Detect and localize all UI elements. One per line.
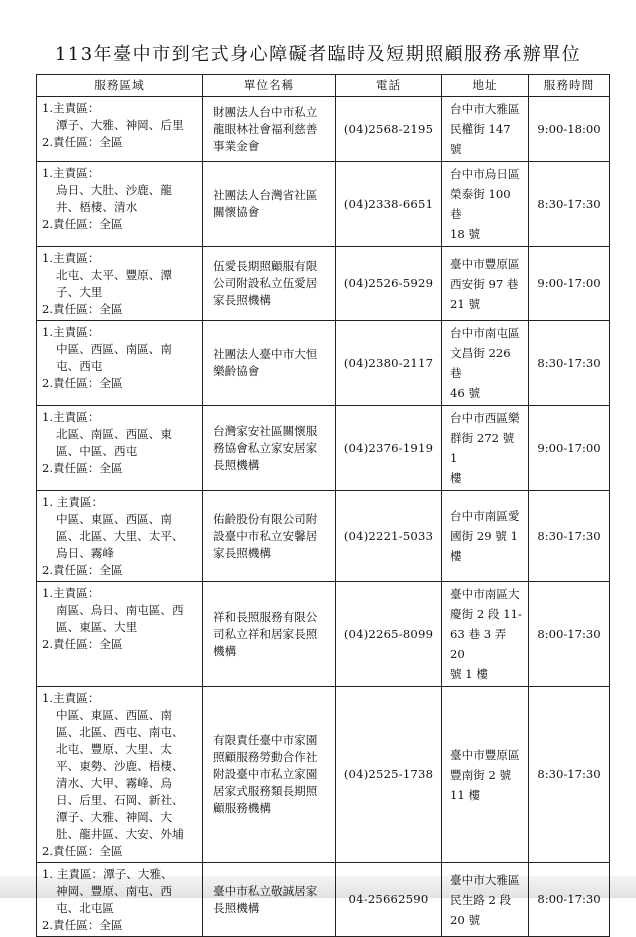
secondary-area-label: 2.責任區：全區 [42,637,123,651]
address-line: 民生路 2 段 [450,892,512,907]
organization-name-line: 社團法人台灣省社區 [213,188,318,202]
phone-cell: (04)2526-5929 [336,247,442,321]
primary-area-districts: 區、中區、西屯 [56,444,138,458]
organization-name-cell [203,97,336,162]
primary-area-districts: 烏日、大肚、沙鹿、龍 [56,183,172,197]
phone-cell: (04)2380-2117 [336,321,442,406]
table-header-row [37,75,610,97]
primary-area-districts: 中區、西區、南區、南 [56,342,172,356]
primary-area-label: 1.主責區： [42,101,100,115]
service-provider-table [36,74,610,937]
table-row [37,491,610,582]
address-line: 21 號 [450,296,481,311]
primary-area-districts: 烏日、霧峰 [56,546,114,560]
organization-name-line: 臺中市私立敬誠居家 [213,883,318,898]
address-line: 號 1 樓 [450,667,488,681]
primary-area-districts: 北屯、太平、豐原、潭 [56,268,172,282]
primary-area-label: 1.主責區： [42,691,100,705]
address-line: 11 樓 [450,787,481,802]
primary-area-districts: 中區、東區、西區、南 [56,708,172,722]
organization-name-line: 機構 [213,643,237,658]
address-line: 台中市烏日區 [450,167,520,181]
primary-area-label: 1. 主責區： [42,495,104,509]
address-cell [442,406,529,491]
organization-name-line: 居家式服務類長期照 [213,784,318,798]
primary-area-districts: 南區、烏日、南屯區、西 [56,603,184,617]
service-hours-cell: 8:30-17:30 [529,321,610,406]
secondary-area-label: 2.責任區：全區 [42,461,123,475]
phone-cell: (04)2338-6651 [336,162,442,247]
primary-area-label: 1.主責區： [42,325,100,339]
organization-name-line: 照顧服務勞動合作社 [213,750,318,764]
organization-name-line: 附設臺中市私立家園 [213,767,318,781]
address-line: 西安街 97 巷 [450,276,519,291]
address-cell [442,97,529,162]
address-line: 樓 [450,549,462,563]
phone-cell: (04)2265-8099 [336,582,442,687]
organization-name-cell [203,321,336,406]
phone-cell: (04)2568-2195 [336,97,442,162]
primary-area-districts: 日、后里、石岡、新社、 [56,793,184,807]
address-line: 18 號 [450,227,481,241]
address-cell [442,491,529,582]
primary-area-districts: 肚、龍井區、大安、外埔 [56,827,184,841]
address-line: 臺中市豐原區 [450,747,520,762]
organization-name-cell [203,162,336,247]
service-area-cell [37,491,203,582]
organization-name-cell [203,582,336,687]
address-cell [442,582,529,687]
address-cell [442,687,529,863]
primary-area-districts: 區、北區、大里、太平、 [56,529,184,543]
organization-name-line: 家長照機構 [213,293,271,307]
service-area-cell [37,162,203,247]
organization-name-line: 財團法人台中市私立 [213,104,318,119]
secondary-area-label: 2.責任區：全區 [42,135,123,149]
service-area-cell [37,863,203,937]
service-area-cell [37,582,203,687]
service-hours-cell: 8:00-17:30 [529,582,610,687]
organization-name-cell [203,863,336,937]
address-line: 46 號 [450,386,481,400]
phone-cell: 04-25662590 [336,863,442,937]
secondary-area-label: 2.責任區：全區 [42,918,123,932]
phone-cell: (04)2376-1919 [336,406,442,491]
organization-name-cell [203,406,336,491]
secondary-area-label: 2.責任區：全區 [42,376,123,390]
address-line: 樓 [450,471,462,485]
address-line: 國街 29 號 1 [450,529,518,543]
organization-name-line: 司私立祥和居家長照 [213,626,318,641]
service-hours-cell: 9:00-17:00 [529,406,610,491]
primary-area-districts: 北屯、豐原、大里、太 [56,742,172,756]
service-area-cell [37,247,203,321]
secondary-area-label: 2.責任區：全區 [42,844,123,858]
primary-area-districts: 屯、北屯區 [56,901,114,915]
address-line: 豐南街 2 號 [450,767,512,782]
primary-area-label: 1.主責區： [42,410,100,424]
header-area: 服務區域 [37,75,203,97]
address-line: 文昌街 226 巷 [450,346,511,380]
primary-area-districts: 北區、南區、西區、東 [56,427,172,441]
header-org: 單位名稱 [203,75,336,97]
primary-area-districts: 神岡、豐原、南屯、西 [56,884,172,898]
primary-area-districts: 平、東勢、沙鹿、梧棲、 [56,759,184,773]
organization-name-line: 台灣家安社區關懷服 [213,423,318,438]
organization-name-line: 顧服務機構 [213,801,271,815]
service-hours-cell: 9:00-17:00 [529,247,610,321]
organization-name-cell [203,491,336,582]
organization-name-line: 社團法人臺中市大恒 [213,347,318,361]
service-hours-cell: 8:30-17:30 [529,687,610,863]
organization-name-line: 有限責任臺中市家園 [213,733,318,747]
address-cell [442,321,529,406]
secondary-area-label: 2.責任區：全區 [42,302,123,316]
table-row [37,863,610,937]
address-cell [442,247,529,321]
address-line: 榮泰街 100 巷 [450,187,511,221]
address-line: 台中市南區愛 [450,509,520,523]
table-row [37,687,610,863]
organization-name-line: 關懷協會 [213,205,260,219]
address-line: 臺中市大雅區 [450,872,520,887]
table-row [37,406,610,491]
primary-area-districts: 潭子、大雅、神岡、后里 [56,118,184,132]
service-area-cell [37,321,203,406]
primary-area-districts: 清水、大甲、霧峰、烏 [56,776,172,790]
service-hours-cell: 9:00-18:00 [529,97,610,162]
service-area-cell [37,97,203,162]
primary-area-label: 1.主責區： [42,586,100,600]
organization-name-cell [203,247,336,321]
address-line: 台中市大雅區 [450,102,520,116]
table-row [37,582,610,687]
organization-name-line: 祥和長照服務有限公 [213,609,318,624]
primary-area-districts: 屯、西屯 [56,359,103,373]
organization-name-cell [203,687,336,863]
organization-name-line: 伍愛長期照顧服有限 [213,259,318,273]
header-phone: 電話 [336,75,442,97]
service-hours-cell: 8:00-17:30 [529,863,610,937]
primary-area-districts: 潭子、大雅、神岡、大 [56,810,172,824]
primary-area-label: 1.主責區： [42,251,100,265]
address-cell [442,162,529,247]
address-line: 臺中市南區大 [450,587,520,601]
service-hours-cell: 8:30-17:30 [529,162,610,247]
secondary-area-label: 2.責任區：全區 [42,563,123,577]
organization-name-line: 公司附設私立伍愛居 [213,276,318,290]
table-row [37,162,610,247]
address-line: 台中市西區樂 [450,411,520,425]
organization-name-line: 樂齡協會 [213,364,260,378]
address-line: 群街 272 號 1 [450,431,515,465]
primary-area-districts: 區、東區、大里 [56,620,138,634]
address-line: 臺中市豐原區 [450,256,520,271]
header-address: 地址 [442,75,529,97]
organization-name-line: 龍眼林社會福利慈善 [213,121,318,136]
address-line: 慶街 2 段 11- [450,607,522,621]
table-row [37,97,610,162]
service-hours-cell: 8:30-17:30 [529,491,610,582]
header-hours: 服務時間 [529,75,610,97]
phone-cell: (04)2525-1738 [336,687,442,863]
organization-name-line: 務協會私立家安居家 [213,440,318,455]
primary-area-label: 1.主責區： [42,166,100,180]
service-area-cell [37,687,203,863]
organization-name-line: 事業金會 [213,138,260,153]
address-line: 民權街 147 號 [450,122,511,156]
organization-name-line: 長照機構 [213,457,260,472]
primary-area-label: 1. 主責區：潭子、大雅、 [42,867,173,881]
primary-area-districts: 子、大里 [56,285,103,299]
organization-name-line: 家長照機構 [213,545,271,560]
organization-name-line: 長照機構 [213,900,260,915]
primary-area-districts: 區、北區、西屯、南屯、 [56,725,184,739]
address-line: 63 巷 3 弄 20 [450,627,507,661]
primary-area-districts: 中區、東區、西區、南 [56,512,172,526]
table-row [37,321,610,406]
phone-cell: (04)2221-5033 [336,491,442,582]
address-cell [442,863,529,937]
document-title: 113年臺中市到宅式身心障礙者臨時及短期照顧服務承辦單位 [54,44,582,65]
table-row [37,247,610,321]
service-area-cell [37,406,203,491]
primary-area-districts: 井、梧棲、清水 [56,200,138,214]
address-line: 台中市南屯區 [450,326,520,340]
address-line: 20 號 [450,912,481,927]
secondary-area-label: 2.責任區：全區 [42,217,123,231]
organization-name-line: 設臺中市私立安馨居 [213,528,318,543]
organization-name-line: 佑齡股份有限公司附 [213,511,318,526]
